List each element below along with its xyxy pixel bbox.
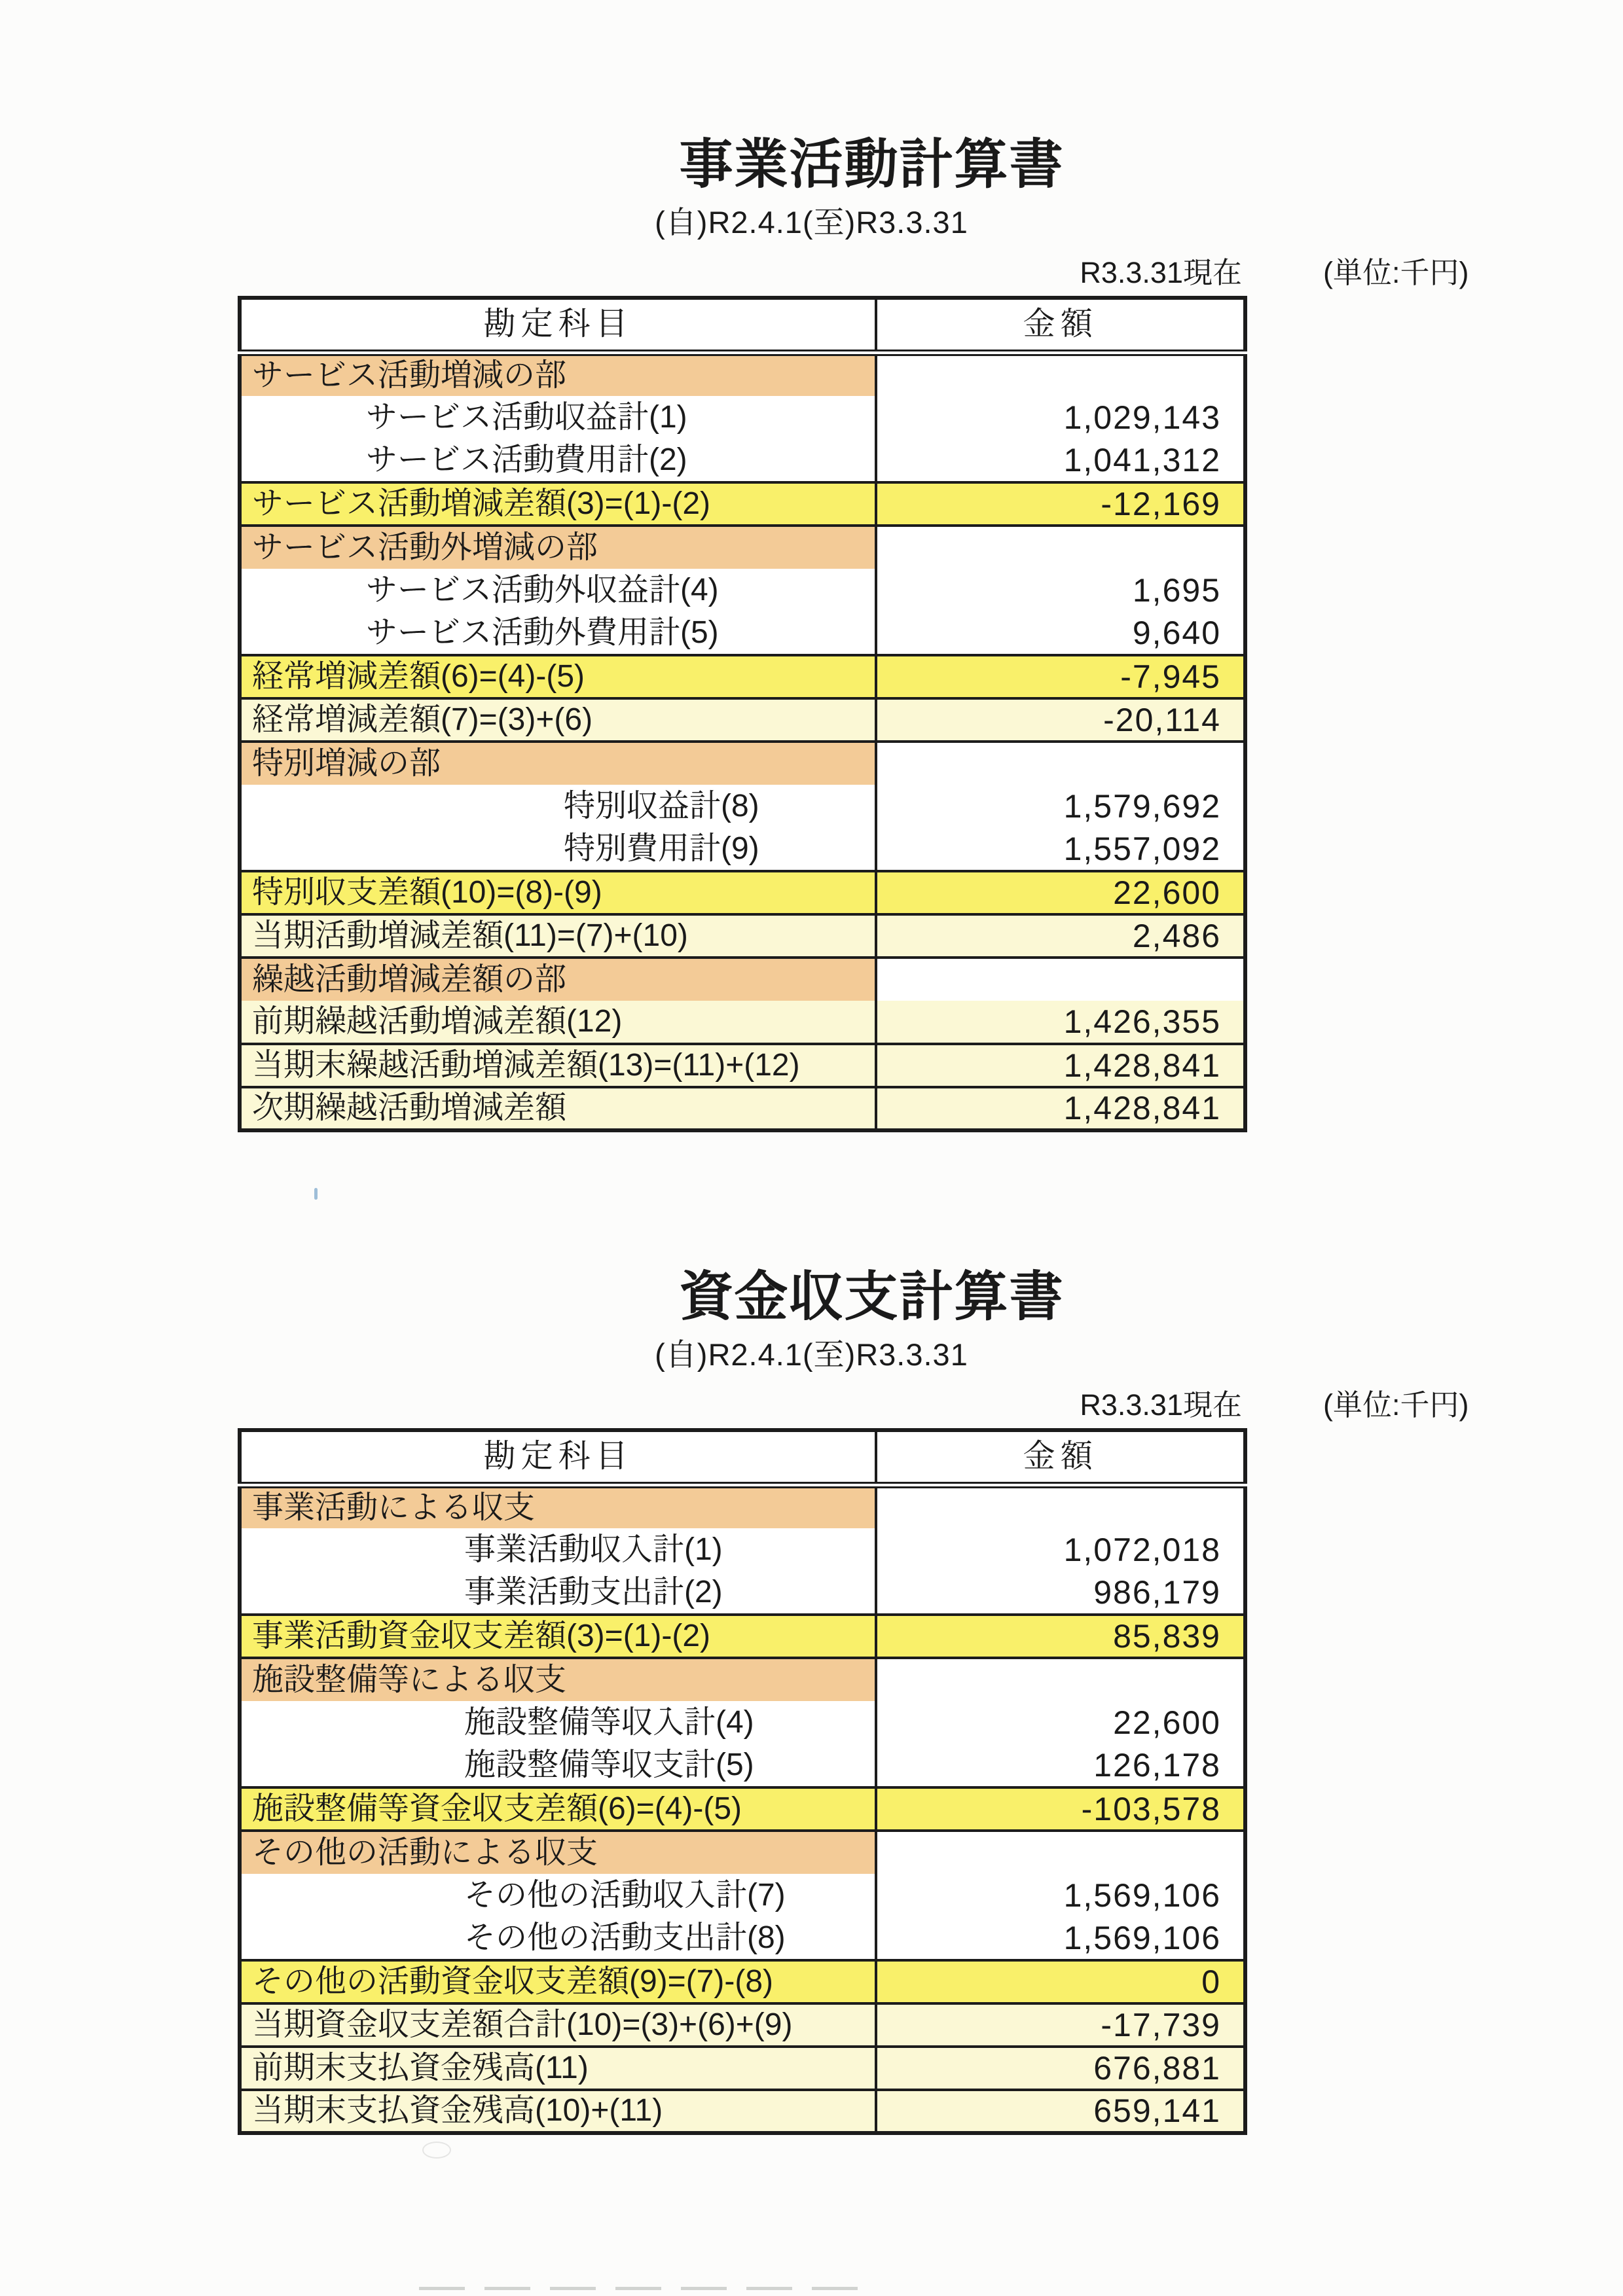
account-cell: 経常増減差額(6)=(4)-(5): [240, 655, 876, 698]
statement-period: (自)R2.4.1(至)R3.3.31: [655, 205, 968, 240]
table-row: [240, 1528, 1245, 1571]
amount-cell: -103,578: [876, 1787, 1245, 1831]
header-row: [240, 298, 1245, 353]
table-row: [240, 1701, 1245, 1744]
table-row: [240, 914, 1245, 958]
amount-cell: [876, 1831, 1245, 1874]
amount-cell: 1,557,092: [876, 828, 1245, 871]
amount-cell: 1,072,018: [1063, 1531, 1221, 1568]
table-row: [240, 871, 1245, 914]
header-row: [240, 1430, 1245, 1485]
amount-cell: 1,428,841: [876, 1044, 1245, 1087]
account-cell: 特別収支差額(10)=(8)-(9): [240, 871, 876, 914]
unit-note: (単位:千円): [1323, 1388, 1469, 1422]
amount-cell: -20,114: [876, 698, 1245, 742]
statement-meta: [238, 1388, 1469, 1423]
account-cell: サービス活動収益計(1): [240, 396, 876, 439]
table-row: [240, 1044, 1245, 1087]
account-cell: 特別収益計(8): [240, 785, 876, 828]
account-cell: 特別増減の部: [240, 742, 876, 785]
table-row: [240, 958, 1245, 1001]
account-cell: 事業活動による収支: [240, 1485, 876, 1528]
table-row: [240, 2047, 1245, 2090]
table-row: [240, 1917, 1245, 1960]
amount-cell: 1,579,692: [1063, 787, 1221, 825]
table-row: [240, 1615, 1245, 1658]
account-cell: 当期末支払資金残高(10)+(11): [240, 2090, 876, 2133]
business-activity-statement: [0, 134, 1623, 1132]
table-row: [240, 828, 1245, 871]
account-header: 勘定科目: [240, 298, 876, 353]
scan-artifact: [419, 2287, 871, 2290]
amount-cell: 1,426,355: [876, 1001, 1245, 1044]
table-row: [240, 1874, 1245, 1917]
table-row: [240, 612, 1245, 655]
account-cell: 当期資金収支差額合計(10)=(3)+(6)+(9): [240, 2003, 876, 2047]
scan-artifact: [422, 2142, 451, 2159]
table-row: [240, 698, 1245, 742]
table-row: [240, 482, 1245, 526]
amount-cell: 2,486: [876, 914, 1245, 958]
amount-cell: -7,945: [876, 655, 1245, 698]
account-cell: サービス活動外費用計(5): [240, 612, 876, 655]
amount-cell: 1,569,106: [876, 1917, 1245, 1960]
account-cell: サービス活動費用計(2): [240, 439, 876, 482]
statement-title: 資金収支計算書: [679, 1267, 1065, 1327]
table-row: [240, 785, 1245, 828]
amount-cell: 9,640: [876, 612, 1245, 655]
account-cell: サービス活動外増減の部: [240, 526, 876, 569]
table-row: [240, 569, 1245, 612]
amount-cell: [876, 1485, 1245, 1528]
amount-cell: -12,169: [876, 482, 1245, 526]
table-row: [240, 1485, 1245, 1528]
amount-cell: [876, 526, 1245, 569]
table-row: [240, 526, 1245, 569]
account-cell: その他の活動資金収支差額(9)=(7)-(8): [240, 1960, 876, 2003]
table-row: [240, 396, 1245, 439]
account-cell: 事業活動収入計(1): [240, 1528, 876, 1571]
account-cell: 特別費用計(9): [240, 828, 876, 871]
scan-artifact: [314, 1188, 318, 1200]
as-of-date: R3.3.31現在: [1080, 256, 1242, 290]
amount-cell: -17,739: [876, 2003, 1245, 2047]
account-cell: 前期繰越活動増減差額(12): [240, 1001, 876, 1044]
amount-header: 金額: [876, 1430, 1245, 1485]
account-cell: 施設整備等収支計(5): [240, 1744, 876, 1787]
amount-cell: 85,839: [876, 1615, 1245, 1658]
table-row: [240, 742, 1245, 785]
account-cell: 当期活動増減差額(11)=(7)+(10): [240, 914, 876, 958]
table-row: [240, 655, 1245, 698]
account-cell: 施設整備等による収支: [240, 1658, 876, 1701]
account-cell: サービス活動外収益計(4): [240, 569, 876, 612]
account-cell: その他の活動収入計(7): [240, 1874, 876, 1917]
account-cell: 当期末繰越活動増減差額(13)=(11)+(12): [240, 1044, 876, 1087]
amount-cell: 1,695: [1132, 571, 1221, 609]
table-row: [240, 1571, 1245, 1615]
table-row: [240, 1658, 1245, 1701]
amount-cell: 126,178: [876, 1744, 1245, 1787]
amount-cell: 1,428,841: [876, 1087, 1245, 1130]
table-row: [240, 1960, 1245, 2003]
account-cell: 施設整備等収入計(4): [240, 1701, 876, 1744]
account-cell: 前期末支払資金残高(11): [240, 2047, 876, 2090]
statement-meta: [238, 255, 1469, 291]
table-row: [240, 2003, 1245, 2047]
table-row: [240, 1787, 1245, 1831]
account-header: 勘定科目: [240, 1430, 876, 1485]
amount-cell: 22,600: [1113, 1704, 1221, 1741]
account-cell: その他の活動支出計(8): [240, 1917, 876, 1960]
account-cell: サービス活動増減差額(3)=(1)-(2): [240, 482, 876, 526]
amount-cell: 1,569,106: [1063, 1876, 1221, 1914]
account-cell: 事業活動資金収支差額(3)=(1)-(2): [240, 1615, 876, 1658]
table-row: [240, 353, 1245, 396]
table-row: [240, 2090, 1245, 2133]
unit-note: (単位:千円): [1323, 256, 1469, 290]
amount-cell: 986,179: [876, 1571, 1245, 1615]
amount-cell: [876, 958, 1245, 1001]
account-cell: 繰越活動増減差額の部: [240, 958, 876, 1001]
amount-cell: 22,600: [876, 871, 1245, 914]
statement-title: 事業活動計算書: [679, 135, 1065, 194]
amount-cell: 0: [876, 1960, 1245, 2003]
account-cell: 経常増減差額(7)=(3)+(6): [240, 698, 876, 742]
account-cell: 施設整備等資金収支差額(6)=(4)-(5): [240, 1787, 876, 1831]
table-row: [240, 1744, 1245, 1787]
business-activity-table: [238, 296, 1247, 1132]
table-row: [240, 1831, 1245, 1874]
table-row: [240, 1087, 1245, 1130]
amount-cell: [876, 353, 1245, 396]
as-of-date: R3.3.31現在: [1080, 1388, 1242, 1422]
table-row: [240, 1001, 1245, 1044]
account-cell: 次期繰越活動増減差額: [240, 1087, 876, 1130]
amount-cell: 676,881: [876, 2047, 1245, 2090]
amount-cell: [876, 742, 1245, 785]
amount-cell: 659,141: [876, 2090, 1245, 2133]
cash-flow-statement: [0, 1266, 1623, 2135]
amount-cell: 1,041,312: [876, 439, 1245, 482]
amount-cell: 1,029,143: [1063, 399, 1221, 436]
amount-cell: [876, 1658, 1245, 1701]
statement-period: (自)R2.4.1(至)R3.3.31: [655, 1337, 968, 1372]
account-cell: サービス活動増減の部: [240, 353, 876, 396]
amount-header: 金額: [876, 298, 1245, 353]
account-cell: 事業活動支出計(2): [240, 1571, 876, 1615]
table-row: [240, 439, 1245, 482]
account-cell: その他の活動による収支: [240, 1831, 876, 1874]
cash-flow-table: [238, 1428, 1247, 2135]
